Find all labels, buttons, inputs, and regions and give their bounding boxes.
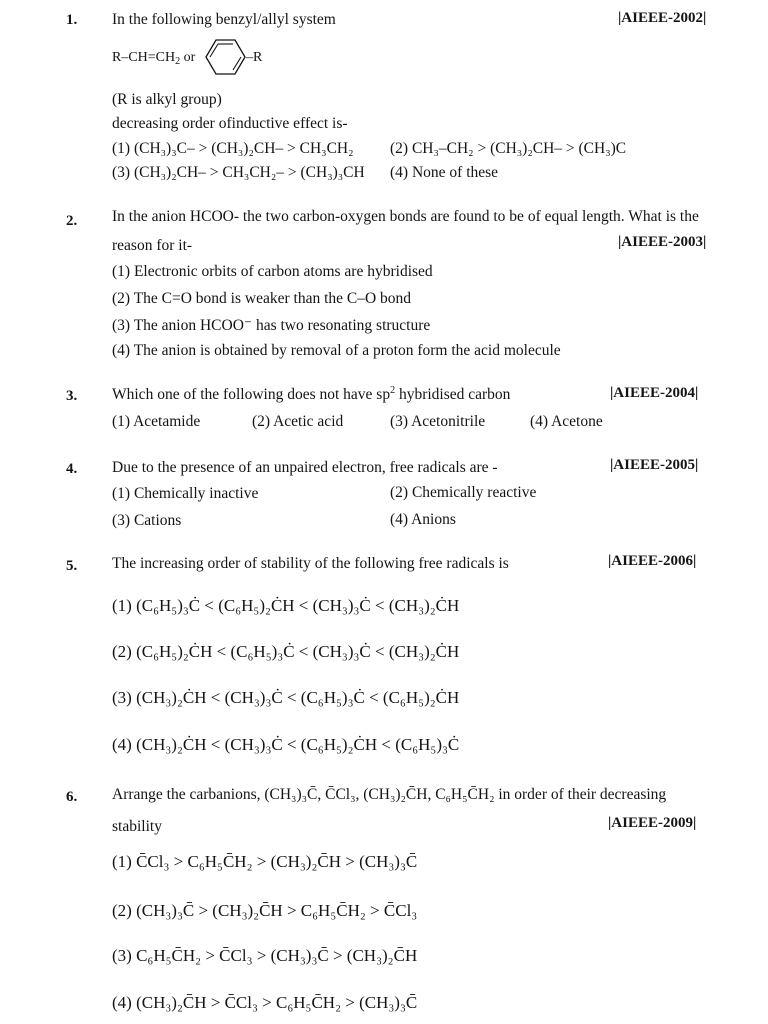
- option-1: [112, 413, 200, 431]
- option-4: [112, 342, 561, 360]
- option-label: (2): [252, 413, 271, 430]
- option-text: Cations: [133, 512, 182, 529]
- option-label: (2): [112, 901, 132, 920]
- option-label: (3): [112, 512, 131, 529]
- option-text: The C=O bond is weaker than the C–O bond: [133, 290, 412, 307]
- stem-text: Arrange the carbanions,: [112, 786, 261, 803]
- stem-formula: (CH₃)₃C̄, C̄Cl₃, (CH₃)₂C̄H, C₆H₅C̄H₂: [264, 786, 495, 803]
- option-2: [112, 290, 411, 308]
- stem-text: Which one of the following does not have sp: [112, 386, 391, 403]
- option-3: [112, 946, 417, 966]
- allyl-formula: R–CH=CH: [112, 50, 176, 65]
- option-label: (4): [390, 164, 409, 181]
- option-text: Acetamide: [133, 413, 201, 430]
- option-text: C̄Cl₃ > C₆H₅C̄H₂ > (CH₃)₂C̄H > (CH₃)₃C̄: [136, 852, 418, 871]
- option-text: (CH₃)₂ĊH < (CH₃)₃Ċ < (C₆H₅)₃Ċ < (C₆H₅)₂ĊH: [136, 688, 460, 707]
- exam-reference: |AIEEE-2004|: [610, 385, 699, 401]
- question-stem: In the anion HCOO- the two carbon-oxygen bonds are found to be of equal length. What is the: [112, 208, 699, 225]
- stem-superscript: 2: [390, 385, 396, 396]
- question-number: 1.: [66, 12, 78, 28]
- option-label: (3): [112, 317, 131, 334]
- option-text: None of these: [411, 164, 499, 181]
- option-4: [112, 993, 417, 1013]
- option-text: Chemically reactive: [411, 484, 537, 501]
- option-text: Acetone: [551, 413, 603, 430]
- option-4: [390, 511, 456, 529]
- question-number: 5.: [66, 558, 78, 574]
- option-label: (1): [112, 596, 132, 615]
- option-text: Anions: [411, 511, 456, 528]
- question-number: 2.: [66, 213, 78, 229]
- question-number: 4.: [66, 461, 78, 477]
- option-label: (4): [530, 413, 549, 430]
- option-4: [112, 735, 459, 755]
- option-label: (2): [112, 290, 131, 307]
- option-text: (CH₃)₂CH– > CH₃CH₂– > (CH₃)₃CH: [133, 164, 365, 181]
- stem-text-end: hybridised carbon: [395, 386, 511, 403]
- option-text: The anion HCOO⁻ has two resonating structure: [133, 317, 431, 334]
- question-stem: The increasing order of stability of the following free radicals is: [112, 555, 509, 572]
- option-text: (CH₃)₃C̄ > (CH₃)₂C̄H > C₆H₅C̄H₂ > C̄Cl₃: [136, 901, 418, 920]
- exam-reference: |AIEEE-2003|: [618, 234, 707, 250]
- option-1: [112, 263, 433, 281]
- option-4: [530, 413, 603, 431]
- option-2: [390, 484, 536, 502]
- option-label: (1): [112, 413, 131, 430]
- stem-text-end: in order of their decreasing: [498, 786, 667, 803]
- option-3: [112, 316, 430, 335]
- option-1: [112, 852, 417, 872]
- option-2: [112, 901, 417, 921]
- exam-reference: |AIEEE-2002|: [618, 10, 707, 26]
- question-stem: Due to the presence of an unpaired electron, free radicals are -: [112, 459, 498, 476]
- question-stem: [112, 386, 510, 404]
- question-number: 3.: [66, 388, 78, 404]
- option-text: (C₆H₅)₂ĊH < (C₆H₅)₃Ċ < (CH₃)₃Ċ < (CH₃)₂ĊH: [136, 642, 460, 661]
- option-label: (2): [112, 642, 132, 661]
- option-1: [112, 140, 354, 158]
- or-text: or: [180, 50, 196, 65]
- allyl-formula-subscript: 2: [175, 56, 181, 67]
- option-label: (3): [112, 946, 132, 965]
- question-stem: [112, 786, 666, 804]
- exam-reference: |AIEEE-2006|: [608, 553, 697, 569]
- option-text: (CH₃)₃C– > (CH₃)₂CH– > CH₃CH₂: [133, 140, 354, 157]
- option-label: (4): [112, 993, 132, 1012]
- question-stem-continued: decreasing order ofinductive effect is-: [112, 115, 348, 132]
- option-text: Acetonitrile: [411, 413, 486, 430]
- option-label: (2): [390, 484, 409, 501]
- option-label: (1): [112, 263, 131, 280]
- ring-substituent: –R: [246, 50, 263, 65]
- option-text: Chemically inactive: [133, 485, 259, 502]
- option-2: [390, 140, 626, 158]
- option-1: [112, 596, 459, 616]
- question-number: 6.: [66, 789, 78, 805]
- option-label: (4): [112, 342, 131, 359]
- option-4: [390, 164, 498, 182]
- option-label: (3): [112, 164, 131, 181]
- option-text: Acetic acid: [273, 413, 344, 430]
- question-stem-line-2: stability: [112, 818, 162, 835]
- question-stem-line-2: reason for it-: [112, 237, 193, 254]
- option-3: [390, 413, 485, 431]
- option-label: (2): [390, 140, 409, 157]
- option-3: [112, 164, 365, 182]
- option-text: Electronic orbits of carbon atoms are hybridised: [133, 263, 433, 280]
- option-3: [112, 512, 181, 530]
- option-1: [112, 485, 258, 503]
- option-text: C₆H₅C̄H₂ > C̄Cl₃ > (CH₃)₃C̄ > (CH₃)₂C̄H: [136, 946, 418, 965]
- option-label: (3): [112, 688, 132, 707]
- option-label: (4): [390, 511, 409, 528]
- option-label: (1): [112, 485, 131, 502]
- option-2: [252, 413, 343, 431]
- option-label: (4): [112, 735, 132, 754]
- option-text: (CH₃)₂ĊH < (CH₃)₃Ċ < (C₆H₅)₂ĊH < (C₆H₅)₃Ċ: [136, 735, 460, 754]
- option-label: (1): [112, 140, 131, 157]
- exam-reference: |AIEEE-2005|: [610, 457, 699, 473]
- option-text: (C₆H₅)₃Ċ < (C₆H₅)₂ĊH < (CH₃)₃Ċ < (CH₃)₂ĊH: [136, 596, 460, 615]
- option-text: The anion is obtained by removal of a proton form the acid molecule: [133, 342, 561, 359]
- benzyl-allyl-structure: [112, 50, 195, 66]
- option-2: [112, 642, 459, 662]
- option-label: (1): [112, 852, 132, 871]
- question-stem: In the following benzyl/allyl system: [112, 11, 336, 28]
- option-text: (CH₃)₂C̄H > C̄Cl₃ > C₆H₅C̄H₂ > (CH₃)₃C̄: [136, 993, 418, 1012]
- option-label: (3): [390, 413, 409, 430]
- exam-reference: |AIEEE-2009|: [608, 815, 697, 831]
- benzene-ring-structure: [197, 32, 277, 82]
- option-3: [112, 688, 459, 708]
- question-note: (R is alkyl group): [112, 91, 222, 108]
- option-text: CH₃–CH₂ > (CH₃)₂CH– > (CH₃)C: [411, 140, 627, 157]
